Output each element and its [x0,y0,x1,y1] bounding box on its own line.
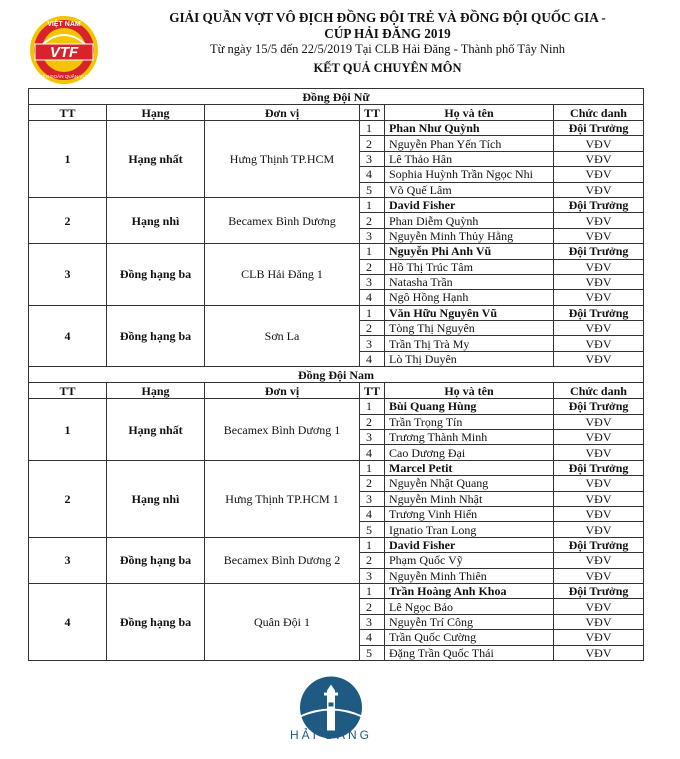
results-table [28,88,644,661]
team-rank: Đồng hạng ba [107,537,205,583]
vtf-logo-top-text: VIỆT NAM [47,21,81,28]
player-name: Võ Quế Lâm [385,182,554,197]
player-number: 1 [360,537,385,552]
table-row [29,583,644,598]
player-role: VĐV [554,553,644,568]
team-rank: Hạng nhất [107,121,205,198]
hai-dang-logo-text: HẢI ĐĂNG [289,728,372,742]
player-name: Trương Vinh Hiển [385,506,554,521]
player-name: Nguyễn Trí Công [385,614,554,629]
player-number: 2 [360,259,385,274]
team-unit: Becamex Bình Dương 2 [205,537,360,583]
player-number: 1 [360,460,385,475]
table-row [29,121,644,136]
player-role: VĐV [554,506,644,521]
player-name: Phan Diễm Quỳnh [385,213,554,228]
player-role: Đội Trưởng [554,583,644,598]
team-position: 4 [29,583,107,660]
column-header-row [29,383,644,399]
player-number: 5 [360,522,385,537]
player-name: Sophia Huỳnh Trần Ngọc Nhi [385,167,554,182]
player-number: 3 [360,336,385,351]
team-position: 1 [29,121,107,198]
section-header-row [29,367,644,383]
player-number: 3 [360,568,385,583]
player-role: VĐV [554,568,644,583]
player-role: Đội Trưởng [554,244,644,259]
table-row [29,460,644,475]
player-number: 1 [360,399,385,414]
player-role: VĐV [554,136,644,151]
player-number: 5 [360,645,385,660]
player-number: 3 [360,274,385,289]
tournament-title: GIẢI QUẦN VỢT VÔ ĐỊCH ĐỒNG ĐỘI TRẺ VÀ ĐỒNG ĐỘI QUỐC GIA - [169,10,606,25]
col-header-name: Họ và tên [385,383,554,399]
player-number: 3 [360,151,385,166]
player-role: VĐV [554,645,644,660]
results-table-body [29,89,644,661]
team-unit: CLB Hải Đăng 1 [205,244,360,306]
team-unit: Becamex Bình Dương 1 [205,399,360,461]
team-position: 2 [29,197,107,243]
table-row [29,305,644,320]
player-name: Trần Trọng Tín [385,414,554,429]
player-number: 2 [360,414,385,429]
player-number: 1 [360,197,385,212]
player-name: David Fisher [385,537,554,552]
player-number: 3 [360,228,385,243]
team-position: 3 [29,537,107,583]
player-number: 2 [360,476,385,491]
team-rank: Hạng nhì [107,197,205,243]
player-name: Trần Hoàng Anh Khoa [385,583,554,598]
player-number: 4 [360,630,385,645]
section-header-row [29,89,644,105]
section-title: Đồng Đội Nữ [29,89,644,105]
player-role: Đội Trưởng [554,537,644,552]
player-name: Ignatio Tran Long [385,522,554,537]
player-name: Bùi Quang Hùng [385,399,554,414]
player-role: VĐV [554,522,644,537]
player-number: 1 [360,305,385,320]
team-position: 4 [29,305,107,367]
player-name: Lò Thị Duyên [385,351,554,366]
section-title: Đồng Đội Nam [29,367,644,383]
player-role: VĐV [554,491,644,506]
player-role: Đội Trưởng [554,197,644,212]
player-role: VĐV [554,151,644,166]
team-position: 1 [29,399,107,461]
team-rank: Đồng hạng ba [107,244,205,306]
player-name: Nguyễn Minh Nhật [385,491,554,506]
player-role: VĐV [554,274,644,289]
player-role: VĐV [554,599,644,614]
player-name: Nguyễn Minh Thủy Hằng [385,228,554,243]
results-section [28,88,643,661]
team-rank: Đồng hạng ba [107,583,205,660]
player-name: Lê Ngọc Bảo [385,599,554,614]
player-number: 5 [360,182,385,197]
team-unit: Becamex Bình Dương [205,197,360,243]
player-name: Phạm Quốc Vỹ [385,553,554,568]
player-number: 2 [360,213,385,228]
player-number: 3 [360,430,385,445]
player-name: Tòng Thị Nguyên [385,321,554,336]
player-role: VĐV [554,430,644,445]
player-number: 3 [360,491,385,506]
player-role: VĐV [554,630,644,645]
player-role: Đội Trưởng [554,121,644,136]
col-header-role: Chức danh [554,383,644,399]
player-role: VĐV [554,476,644,491]
player-name: Nguyễn Phi Anh Vũ [385,244,554,259]
player-name: Marcel Petit [385,460,554,475]
player-name: Nguyễn Nhật Quang [385,476,554,491]
player-role: VĐV [554,167,644,182]
player-name: Natasha Trần [385,274,554,289]
team-rank: Hạng nhì [107,460,205,537]
team-rank: Đồng hạng ba [107,305,205,367]
player-role: VĐV [554,414,644,429]
team-position: 2 [29,460,107,537]
date-location: Từ ngày 15/5 đến 22/5/2019 Tại CLB Hải Đăng - Thành phố Tây Ninh [210,42,565,56]
table-row [29,537,644,552]
col-header-player-no: TT [360,383,385,399]
player-name: Nguyễn Minh Thiên [385,568,554,583]
team-rank: Hạng nhất [107,399,205,461]
player-name: Văn Hữu Nguyên Vũ [385,305,554,320]
player-role: VĐV [554,228,644,243]
results-title: KẾT QUẢ CHUYÊN MÔN [313,61,462,75]
player-number: 2 [360,553,385,568]
player-name: Cao Dương Đại [385,445,554,460]
player-number: 4 [360,506,385,521]
player-role: VĐV [554,213,644,228]
player-number: 2 [360,136,385,151]
player-number: 4 [360,290,385,305]
player-number: 4 [360,445,385,460]
player-number: 4 [360,351,385,366]
col-header-name: Họ và tên [385,105,554,121]
team-unit: Sơn La [205,305,360,367]
player-number: 1 [360,244,385,259]
player-number: 4 [360,167,385,182]
player-number: 2 [360,321,385,336]
player-role: VĐV [554,351,644,366]
player-name: Đặng Trần Quốc Thái [385,645,554,660]
vtf-logo-bottom-text: LIÊN ĐOÀN QUẦN VỢT [38,74,90,79]
player-number: 2 [360,599,385,614]
player-name: Lê Thảo Hân [385,151,554,166]
col-header-tt: TT [29,105,107,121]
player-name: Trần Quốc Cường [385,630,554,645]
player-name: Nguyễn Phan Yến Tích [385,136,554,151]
team-unit: Hưng Thịnh TP.HCM [205,121,360,198]
team-unit: Quân Đội 1 [205,583,360,660]
player-role: Đội Trưởng [554,460,644,475]
player-role: VĐV [554,321,644,336]
player-name: Hồ Thị Trúc Tâm [385,259,554,274]
player-role: VĐV [554,290,644,305]
table-row [29,244,644,259]
column-header-row [29,105,644,121]
player-number: 1 [360,583,385,598]
team-position: 3 [29,244,107,306]
player-name: Phan Như Quỳnh [385,121,554,136]
col-header-role: Chức danh [554,105,644,121]
player-role: VĐV [554,614,644,629]
player-number: 1 [360,121,385,136]
col-header-player-no: TT [360,105,385,121]
player-number: 3 [360,614,385,629]
title-block [110,10,665,76]
vtf-logo-mark: VTF [49,44,79,61]
player-name: David Fisher [385,197,554,212]
player-role: VĐV [554,182,644,197]
player-role: Đội Trưởng [554,305,644,320]
vtf-logo [27,14,101,86]
col-header-team: Đơn vị [205,105,360,121]
col-header-rank: Hạng [107,105,205,121]
player-role: VĐV [554,445,644,460]
cup-title: CÚP HẢI ĐĂNG 2019 [324,25,451,41]
col-header-team: Đơn vị [205,383,360,399]
player-name: Ngô Hồng Hạnh [385,290,554,305]
player-role: VĐV [554,336,644,351]
table-row [29,399,644,414]
player-role: Đội Trưởng [554,399,644,414]
document-header [0,0,680,100]
player-role: VĐV [554,259,644,274]
col-header-rank: Hạng [107,383,205,399]
player-name: Trương Thành Minh [385,430,554,445]
team-unit: Hưng Thịnh TP.HCM 1 [205,460,360,537]
table-row [29,197,644,212]
player-name: Trần Thị Trà My [385,336,554,351]
col-header-tt: TT [29,383,107,399]
